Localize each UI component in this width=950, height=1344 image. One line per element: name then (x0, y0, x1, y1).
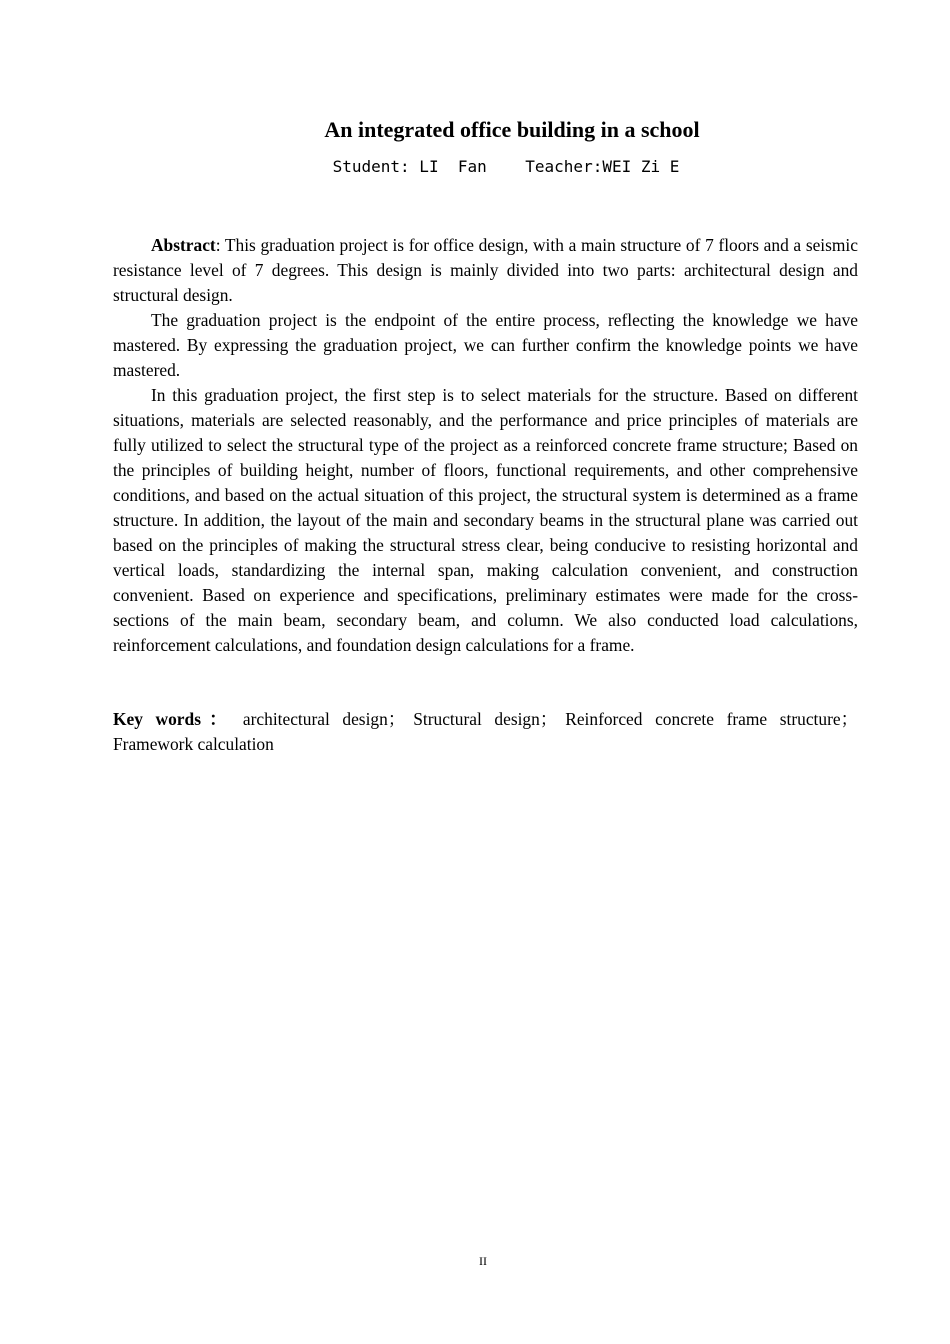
keywords-label-colon: ： (200, 709, 235, 729)
keywords-section (113, 707, 858, 757)
document-title: An integrated office building in a school (324, 117, 700, 142)
abstract-paragraph-1 (113, 233, 858, 308)
keyword-separator: ； (539, 709, 558, 729)
keyword-separator: ； (387, 709, 406, 729)
keyword-item: Reinforced concrete frame structure (565, 709, 841, 729)
keyword-item: Structural design (413, 709, 540, 729)
keyword-item: Framework calculation (113, 734, 274, 754)
abstract-section (113, 233, 858, 658)
abstract-paragraph-3: In this graduation project, the first step is to select materials for the structure. Based on different situations, materials are selected reasonably, and the performance and price principles of materials are fully utilized to select the structural type of the project as a reinforced concrete frame structure; Based on the principles of building height, number of floors, functional requirements, and other comprehensive conditions, and based on the actual situation of this project, the structural system is determined as a frame structure. In addition, the layout of the main and secondary beams in the structural plane was carried out based on the principles of making the structural stress clear, being conducive to resisting horizontal and vertical loads, standardizing the internal span, making calculation convenient, and construction convenient. Based on experience and specifications, preliminary estimates were made for the cross-sections of the main beam, secondary beam, and column. We also conducted load calculations, reinforcement calculations, and foundation design calculations for a frame. (113, 385, 858, 655)
abstract-label: Abstract (151, 235, 216, 255)
abstract-paragraph-1-text: This graduation project is for office design, with a main structure of 7 floors and a seismic resistance level of 7 degrees. This design is mainly divided into two parts: architectural design and structural design. (113, 235, 858, 305)
keyword-separator: ； (840, 709, 858, 729)
teacher-name: Teacher:WEI Zi E (525, 157, 680, 176)
abstract-label-separator: : (215, 235, 225, 255)
page-number: II (479, 1254, 487, 1268)
author-byline (0, 156, 950, 178)
keyword-item: architectural design (242, 709, 388, 729)
abstract-paragraph-2: The graduation project is the endpoint of the entire process, reflecting the knowledge we have mastered. By expressing the graduation project, we can further confirm the knowledge points we have mastered. (113, 310, 858, 380)
keywords-label: Key words (113, 709, 201, 729)
student-name: Student: LI Fan (332, 157, 487, 176)
